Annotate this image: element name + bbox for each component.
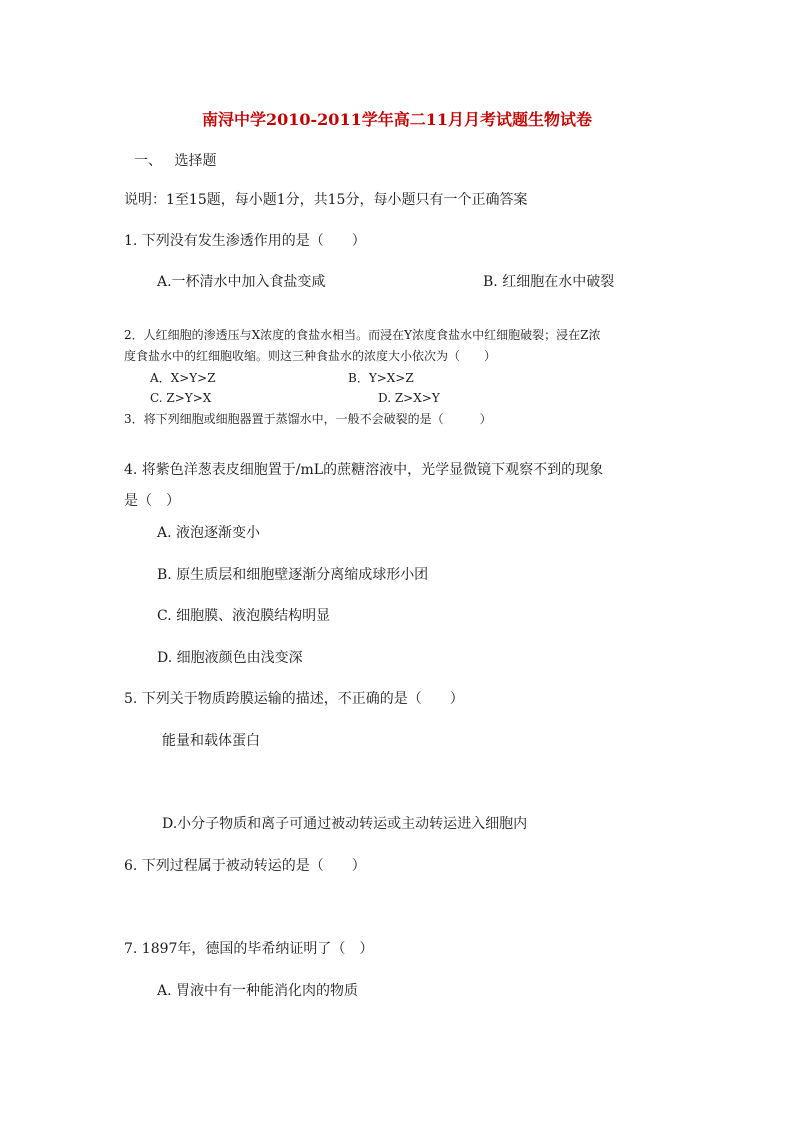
question-1-option-b: B. 红细胞在水中破裂 bbox=[483, 274, 615, 290]
section-heading bbox=[134, 152, 216, 170]
question-4-option-c: C. 细胞膜、液泡膜结构明显 bbox=[157, 608, 331, 624]
question-3-stem: 3．将下列细胞或细胞器置于蒸馏水中，一般不会破裂的是（ ） bbox=[124, 412, 492, 426]
question-6-stem: 6. 下列过程属于被动转运的是（ ） bbox=[124, 858, 366, 874]
question-2-option-b: B．Y>X>Z bbox=[348, 371, 414, 385]
question-4-option-a: A. 液泡逐渐变小 bbox=[157, 525, 261, 541]
section-number: 一、 bbox=[134, 153, 162, 169]
question-1-option-a: A.一杯清水中加入食盐变咸 bbox=[157, 274, 326, 290]
question-7-stem: 7. 1897年，德国的毕希纳证明了（ ） bbox=[124, 941, 374, 957]
question-2-option-c: C. Z>Y>X bbox=[150, 391, 212, 405]
question-7-option-a: A. 胃液中有一种能消化肉的物质 bbox=[157, 983, 359, 999]
question-2-stem-line2: 度食盐水中的红细胞收缩。则这三种食盐水的浓度大小依次为（ ） bbox=[124, 349, 497, 363]
instructions: 说明：1至15题，每小题1分，共15分，每小题只有一个正确答案 bbox=[124, 192, 528, 208]
question-5-option-d: D.小分子物质和离子可通过被动转运或主动转运进入细胞内 bbox=[162, 816, 528, 832]
question-5-fragment: 能量和载体蛋白 bbox=[162, 733, 260, 749]
question-1-stem: 1. 下列没有发生渗透作用的是（ ） bbox=[124, 233, 366, 249]
section-name: 选择题 bbox=[174, 153, 217, 169]
question-4-stem-line2: 是（ ） bbox=[124, 493, 180, 509]
question-4-stem-line1: 4. 将紫色洋葱表皮细胞置于/mL的蔗糖溶液中，光学显微镜下观察不到的现象 bbox=[124, 462, 604, 478]
question-5-stem: 5. 下列关于物质跨膜运输的描述，不正确的是（ ） bbox=[124, 691, 464, 707]
question-2-stem-line1: 2．人红细胞的渗透压与X浓度的食盐水相当。而浸在Y浓度食盐水中红细胞破裂；浸在Z浓 bbox=[124, 328, 601, 342]
question-2-option-a: A．X>Y>Z bbox=[150, 371, 216, 385]
question-4-option-d: D. 细胞液颜色由浅变深 bbox=[157, 650, 303, 666]
question-2-option-d: D. Z>X>Y bbox=[378, 391, 440, 405]
question-4-option-b: B. 原生质层和细胞壁逐渐分离缩成球形小团 bbox=[157, 567, 429, 583]
page-title: 南浔中学2010-2011学年高二11月月考试题生物试卷 bbox=[202, 110, 592, 129]
